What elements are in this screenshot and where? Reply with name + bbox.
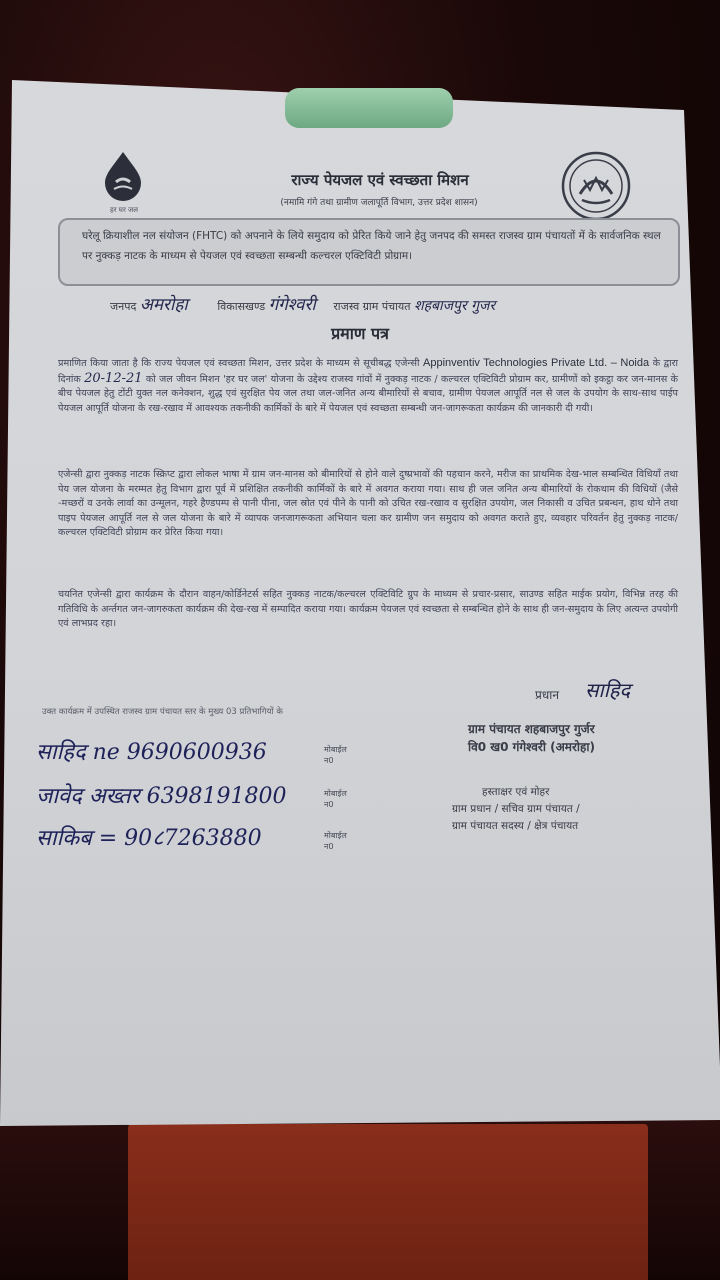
- block-label: विकासखण्ड: [217, 300, 266, 313]
- paragraph-1: [58, 356, 678, 416]
- panchayat-value: शहबाजपुर गुजर: [414, 298, 496, 314]
- authority-line-2: ग्राम प्रधान / सचिव ग्राम पंचायत /: [452, 803, 580, 815]
- agency-name: Appinventiv Technologies Private Ltd. – Noida: [423, 357, 650, 369]
- paragraph-3: चयनित एजेन्सी द्वारा कार्यक्रम के दौरान वाहन/कोर्डिनेटर्स सहित नुक्कड़ नाटक/कल्चरल एक्टिविटि ग्रुप के माध्यम से प्रचार-प्रसार, साउण्ड सहित माईक प्रयोग, विभिन्न तरह की गतिविधि के अर्न्तगत जन-जागरुकता कार्यक्रम की देख-रख में सम्पादित कराया गया। कार्यक्रम पेयजल एवं स्वच्छता से सम्बन्धित होने के साथ ही जन-समुदाय के लिए अत्यन्त उपयोगी एवं लाभप्रद रहा।: [58, 589, 678, 629]
- panchayat-label: राजस्व ग्राम पंचायत: [333, 300, 411, 313]
- participant-row: [36, 736, 356, 766]
- authority-line-3: ग्राम पंचायत सदस्य / क्षेत्र पंचायत: [452, 820, 579, 832]
- district-value: अमरोहा: [139, 295, 188, 315]
- p1-date-prefix: के द्वारा दिनांक: [58, 358, 679, 385]
- p1-body: को जल जीवन मिशन 'हर घर जल' योजना के उद्देश्य राजस्व गांवों में नुक्कड़ नाटक / कल्चरल एक्टिविटी प्रोग्राम कर, ग्रामीणों को इकट्ठा कर जन-मानस के बीच पेयजल हेतु टोंटी युक्त नल कनेक्शन, शुद्ध एवं सुरक्षित पेय जल तथा जल-जनित अन्य बीमारियों से बचाव, ग्रामीण पेयजल आपूर्ति नल से जल के उपयोग के साथ-साथ पाईप पेयजल आपूर्ति योजना के रख-रखाव में आवश्यक तकनीकी कार्मिकों के बारे में पेयजल एवं स्वच्छता सम्बन्धी जन-जागरूकता कार्यक्रम की जानकारी दी गयी।: [58, 373, 678, 414]
- pradhan-label: प्रधान: [535, 688, 559, 702]
- participant-3: साकिब = 90८7263880: [36, 826, 262, 851]
- authority-line-1: हस्ताक्षर एवं मोहर: [482, 786, 550, 798]
- certificate-title: प्रमाण पत्र: [331, 324, 389, 343]
- program-description: घरेलू क्रियाशील नल संयोजन (FHTC) को अपनाने के लिये समुदाय को प्रेरित किये जाने हेतु जनपद की समस्त राजस्व ग्राम पंचायतों में के सार्वजनिक स्थल पर नुक्कड़ नाटक के माध्यम से पेयजल एवं स्वच्छता सम्बन्धी कल्चरल एक्टिविटी प्रोग्राम।: [82, 230, 661, 262]
- mobile-label: मोबाईल न0: [324, 831, 347, 851]
- pradhan-signature: साहिद: [585, 678, 631, 702]
- water-drop-logo-icon: [100, 150, 146, 202]
- participant-2: जावेद अख्तर 6398191800: [36, 784, 287, 809]
- participant-1: साहिद ne 9690600936: [36, 740, 267, 765]
- participant-row: [36, 822, 356, 852]
- district-label: जनपद: [110, 300, 137, 313]
- background-object: [128, 1124, 648, 1280]
- paragraph-2: एजेन्सी द्वारा नुक्कड़ नाटक स्क्रिप्ट द्वारा लोकल भाषा में ग्राम जन-मानस को बीमारियों से होने वाले दुष्प्रभावों की पहचान करने, मरीज का प्राथमिक देख-भाल सम्बन्धित विधियाँ तथा पेय जल योजना के मरम्मत हेतु विभाग द्वारा पूर्व में प्रशिक्षित तकनीकी कार्मिकों के बारे में अवगत कराया गया। साथ ही जल जनित अन्य बीमारियों के रोकथाम की विधियों (जैसे -मच्छरों व उनके लार्वा का उन्मूलन, गहरे हैण्डपम्प से पानी पीना, जल स्रोत एवं पीने के पानी को उचित रख-रखाव व सुरक्षित उपयोग, जल निकासी व उचित प्रबन्धन, हाथ धोने तथा पाइप पेयजल आपूर्ति नल से जल योजना के बारे में व्यापक जनजागरूकता अभियान चला कर ग्रामीण जन समुदाय को अवगत कराते हुए, व्यवहार परिवर्तन हेतु नुक्कड़ नाटक/कल्चरल एक्टिविटी प्रोग्राम कर प्रेरित किया गया।: [58, 469, 678, 538]
- location-line: [110, 292, 690, 315]
- state-emblem-icon: [560, 150, 632, 222]
- p1-intro: प्रमाणित किया जाता है कि राज्य पेयजल एवं स्वच्छता मिशन, उत्तर प्रदेश के माध्यम से सूचीबद्ध एजेन्सी: [58, 358, 420, 369]
- mobile-label: मोबाईल न0: [324, 789, 347, 809]
- stamp-line-1: ग्राम पंचायत शहबाजपुर गुर्जर: [468, 722, 595, 736]
- phone-on-paper: [285, 88, 453, 128]
- participants-intro: उक्त कार्यक्रम में उपस्थित राजस्व ग्राम पंचायत स्तर के मुख्य 03 प्रतिभागियों के: [42, 707, 283, 717]
- panchayat-stamp: [468, 720, 688, 756]
- event-date: 20-12-21: [84, 370, 143, 386]
- mobile-label: मोबाईल न0: [324, 745, 347, 765]
- mission-title: राज्य पेयजल एवं स्वच्छता मिशन: [291, 171, 469, 189]
- mission-subtitle: (नमामि गंगे तथा ग्रामीण जलापूर्ति विभाग, उत्तर प्रदेश शासन): [280, 198, 478, 208]
- authority-block: [452, 784, 692, 835]
- participant-row: [36, 780, 356, 810]
- block-value: गंगेश्वरी: [268, 295, 316, 315]
- logo-caption: हर घर जल: [110, 206, 138, 214]
- stamp-line-2: वि0 ख0 गंगेश्वरी (अमरोहा): [468, 740, 595, 754]
